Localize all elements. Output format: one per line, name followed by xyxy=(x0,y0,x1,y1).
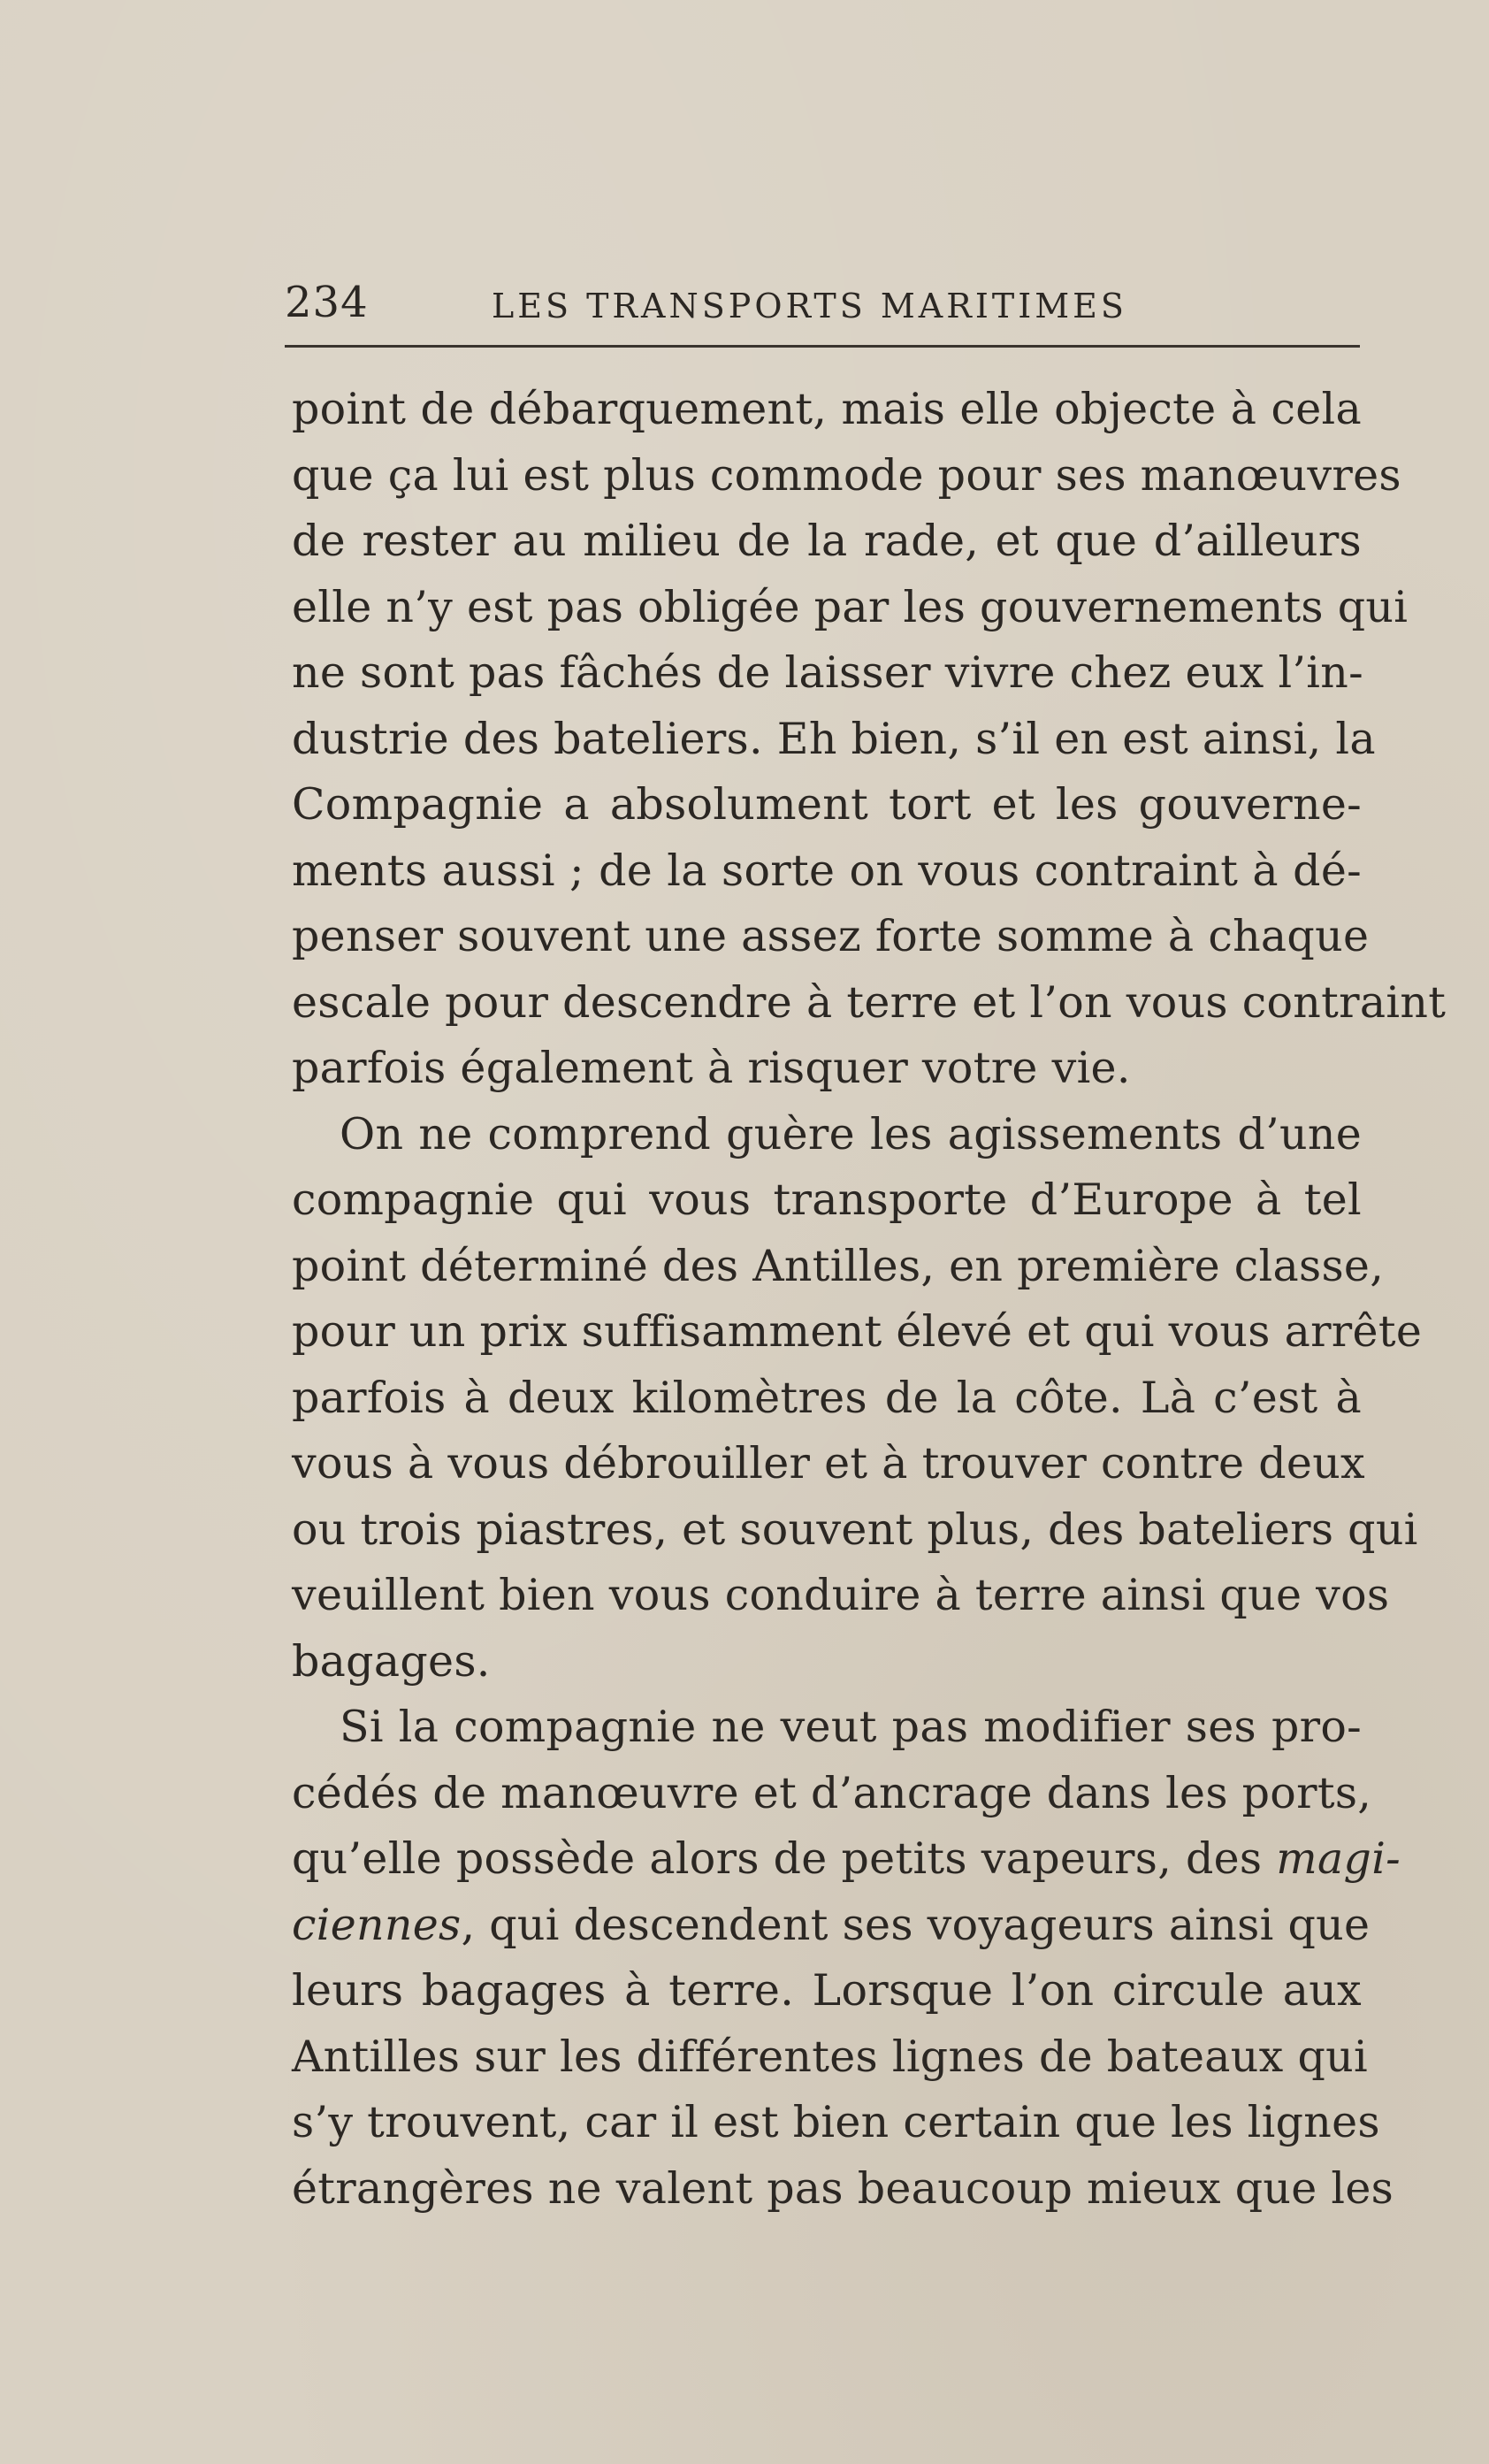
text-line: ments aussi ; de la sorte on vous contraint à dé- xyxy=(292,845,1362,896)
text-line: dustrie des bateliers. Eh bien, s’il en est ainsi, la xyxy=(292,713,1376,764)
italic-segment: ciennes xyxy=(292,1899,462,1950)
text-line: Antilles sur les différentes lignes de bateaux qui xyxy=(292,2031,1368,2082)
text-line: On ne comprend guère les agissements d’une xyxy=(340,1108,1362,1159)
text-line: elle n’y est pas obligée par les gouvernements qui xyxy=(292,581,1409,632)
running-head xyxy=(285,274,1360,348)
text-line: s’y trouvent, car il est bien certain que les lignes xyxy=(292,2097,1380,2147)
page-number: 234 xyxy=(285,278,369,327)
text-line: Compagnie a absolument tort et les gouverne- xyxy=(292,779,1362,830)
text-line: parfois à deux kilomètres de la côte. Là c’est à xyxy=(292,1372,1362,1423)
text-line: étrangères ne valent pas beaucoup mieux que les xyxy=(292,2162,1394,2214)
text-line: escale pour descendre à terre et l’on vous contraint xyxy=(292,976,1447,1028)
text-line: ne sont pas fâchés de laisser vivre chez eux l’in- xyxy=(292,647,1363,698)
text-segment: qu’elle possède alors de petits vapeurs, des xyxy=(292,1833,1277,1884)
body-text xyxy=(292,377,1447,2222)
text-line: penser souvent une assez forte somme à chaque xyxy=(292,911,1370,961)
text-line: point déterminé des Antilles, en première classe, xyxy=(292,1240,1385,1291)
text-line: compagnie qui vous transporte d’Europe à tel xyxy=(292,1175,1362,1225)
text-line: cédés de manœuvre et d’ancrage dans les ports, xyxy=(292,1767,1372,1818)
text-line-mixed xyxy=(292,1893,1371,1959)
text-line-mixed xyxy=(292,1826,1401,1893)
text-line: pour un prix suffisamment élevé et qui vous arrête xyxy=(292,1306,1423,1357)
text-line: ou trois piastres, et souvent plus, des bateliers qui xyxy=(292,1504,1418,1555)
text-line: de rester au milieu de la rade, et que d’ailleurs xyxy=(292,516,1362,566)
text-segment: , qui descendent ses voyageurs ainsi que xyxy=(461,1899,1371,1950)
text-line: parfois également à risquer votre vie. xyxy=(292,1043,1131,1093)
text-line: bagages. xyxy=(292,1635,491,1687)
running-title: LES TRANSPORTS MARITIMES xyxy=(492,287,1127,325)
text-line: veuillent bien vous conduire à terre ainsi que vos xyxy=(292,1570,1390,1620)
text-line: vous à vous débrouiller et à trouver contre deux xyxy=(292,1438,1365,1488)
text-line: leurs bagages à terre. Lorsque l’on circule aux xyxy=(292,1965,1362,2016)
text-line: point de débarquement, mais elle objecte à cela xyxy=(292,384,1362,434)
italic-segment: magi- xyxy=(1276,1833,1401,1884)
text-line: que ça lui est plus commode pour ses manœuvres xyxy=(292,449,1401,501)
text-line: Si la compagnie ne veut pas modifier ses pro- xyxy=(340,1702,1362,1752)
